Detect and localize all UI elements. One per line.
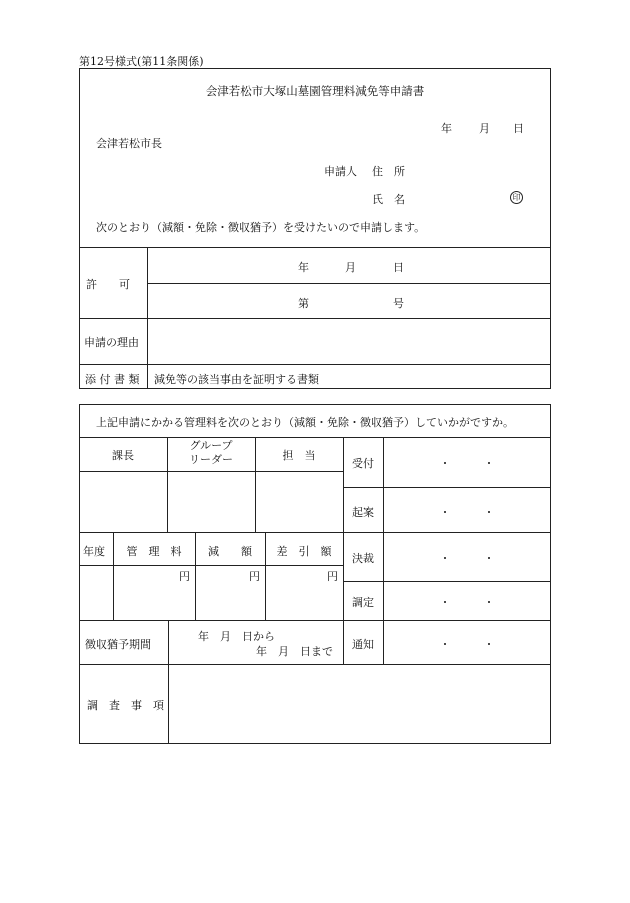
- permission-label: 許 可: [86, 278, 130, 291]
- divider: [79, 565, 343, 566]
- date-month-label: 月: [479, 122, 490, 135]
- approval-question: 上記申請にかかる管理料を次のとおり（減額・免除・徴収猶予）していかがですか。: [96, 416, 514, 429]
- form-title: 会津若松市大塚山墓園管理料減免等申請書: [205, 84, 425, 98]
- divider: [168, 664, 169, 744]
- deferral-from: 年 月 日から: [198, 630, 275, 643]
- process-date-assessment: ・ ・: [439, 596, 495, 609]
- address-label: 住 所: [372, 165, 405, 178]
- divider: [79, 318, 551, 319]
- reason-label: 申請の理由: [84, 336, 139, 349]
- process-date-decision: ・ ・: [439, 552, 495, 565]
- difference-header: 差 引 額: [276, 545, 332, 558]
- reduction-header: 減 額: [208, 545, 252, 558]
- applicant-label: 申請人: [324, 165, 357, 178]
- divider: [343, 581, 551, 582]
- management-fee-yen: 円: [179, 570, 190, 583]
- addressee: 会津若松市長: [96, 137, 162, 150]
- divider: [79, 437, 551, 438]
- seal-icon: 印: [510, 191, 523, 204]
- divider: [79, 247, 551, 248]
- process-label-decision: 決裁: [352, 552, 374, 565]
- group-leader-header-line2: リーダー: [189, 453, 233, 466]
- group-leader-header-line1: グループ: [189, 439, 233, 452]
- date-year-label: 年: [441, 122, 452, 135]
- management-fee-header: 管 理 料: [126, 545, 182, 558]
- permission-day-label: 日: [393, 261, 404, 274]
- divider: [79, 471, 343, 472]
- deferral-to: 年 月 日まで: [256, 645, 333, 658]
- reduction-yen: 円: [249, 570, 260, 583]
- divider: [343, 437, 344, 664]
- staff-header: 担 当: [282, 449, 316, 462]
- process-label-reception: 受付: [352, 457, 374, 470]
- divider: [79, 620, 551, 621]
- process-date-draft: ・ ・: [439, 506, 495, 519]
- process-date-reception: ・ ・: [439, 457, 495, 470]
- process-label-assessment: 調定: [352, 596, 374, 609]
- permission-number-prefix: 第: [298, 297, 309, 310]
- date-day-label: 日: [513, 122, 524, 135]
- deferral-period-label: 徴収猶予期間: [85, 638, 151, 651]
- divider: [147, 247, 148, 389]
- permission-number-suffix: 号: [393, 297, 404, 310]
- difference-yen: 円: [327, 570, 338, 583]
- divider: [147, 283, 551, 284]
- investigation-label: 調 査 事 項: [87, 699, 164, 712]
- permission-month-label: 月: [345, 261, 356, 274]
- application-statement: 次のとおり（減額・免除・徴収猶予）を受けたいので申請します。: [96, 221, 426, 234]
- process-date-notice: ・ ・: [439, 638, 495, 651]
- process-label-notice: 通知: [352, 638, 374, 651]
- group-leader-header: [167, 439, 255, 467]
- divider: [343, 487, 551, 488]
- fiscal-year-header: 年度: [83, 545, 105, 558]
- name-label: 氏 名: [372, 193, 405, 206]
- permission-year-label: 年: [298, 261, 309, 274]
- form-number: 第12号様式(第11条関係): [79, 55, 204, 68]
- divider: [168, 620, 169, 664]
- divider: [79, 364, 551, 365]
- divider: [79, 664, 551, 665]
- attachment-value: 減免等の該当事由を証明する書類: [154, 373, 319, 386]
- attachment-label: 添 付 書 類: [85, 373, 140, 386]
- divider: [79, 532, 551, 533]
- process-label-draft: 起案: [352, 506, 374, 519]
- chief-header: 課長: [112, 449, 134, 462]
